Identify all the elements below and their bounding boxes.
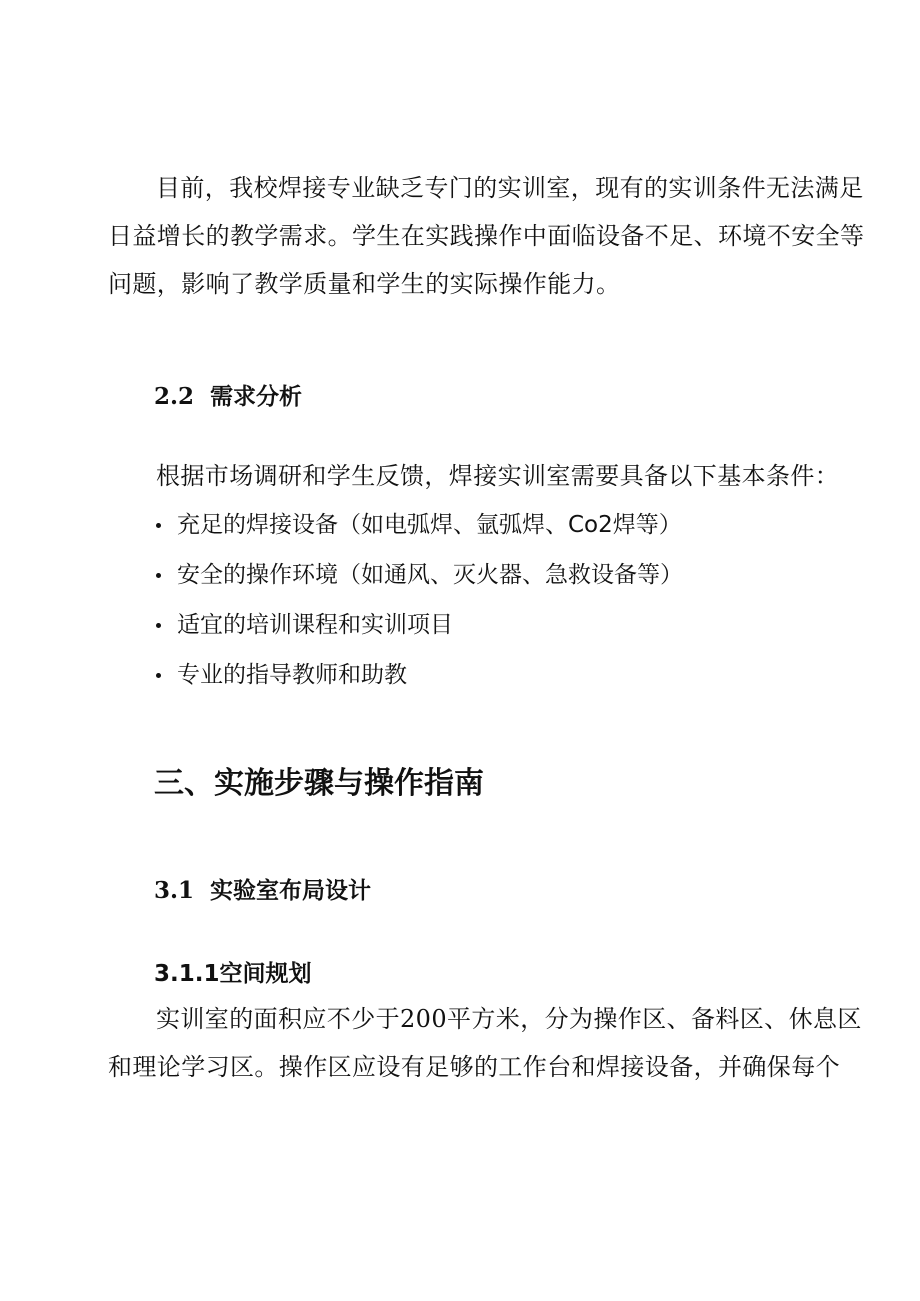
chapter-heading-3: 三、实施步骤与操作指南 [154,766,484,801]
intro-paragraph [108,164,865,308]
requirements-list [154,500,683,700]
intro-line-2: 日益增长的教学需求。学生在实践操作中面临设备不足、环境不安全等 [108,222,865,250]
list-item [154,550,683,600]
bullet-icon [156,673,161,678]
list-item-text: 专业的指导教师和助教 [177,662,407,688]
list-item-text: 适宜的培训课程和实训项目 [177,612,453,638]
section-heading-2-2 [154,378,302,411]
section-number: 2.2 [154,383,195,410]
section-number: 3.1 [154,877,195,904]
section-title: 实验室布局设计 [210,878,372,904]
space-line-1: 实训室的面积应不少于200平方米，分为操作区、备料区、休息区 [156,1005,862,1033]
intro-line-3: 问题，影响了教学质量和学生的实际操作能力。 [108,270,621,298]
section-heading-3-1 [154,872,371,905]
list-item [154,600,683,650]
bullet-icon [156,523,161,528]
list-item [154,650,683,700]
section-title: 需求分析 [210,384,303,410]
requirements-lead-paragraph [108,452,840,500]
list-item [154,500,683,550]
space-line-2: 和理论学习区。操作区应设有足够的工作台和焊接设备，并确保每个 [108,1053,840,1081]
space-planning-paragraph [108,995,862,1091]
intro-line-1: 目前，我校焊接专业缺乏专门的实训室，现有的实训条件无法满足 [156,174,864,202]
list-item-text: 安全的操作环境（如通风、灭火器、急救设备等） [177,562,683,588]
bullet-icon [156,573,161,578]
list-item-text: 充足的焊接设备（如电弧焊、氩弧焊、Co2焊等） [177,512,682,538]
bullet-icon [156,623,161,628]
requirements-lead: 根据市场调研和学生反馈，焊接实训室需要具备以下基本条件： [156,462,840,490]
subsection-heading-3-1-1: 3.1.1空间规划 [154,961,312,987]
